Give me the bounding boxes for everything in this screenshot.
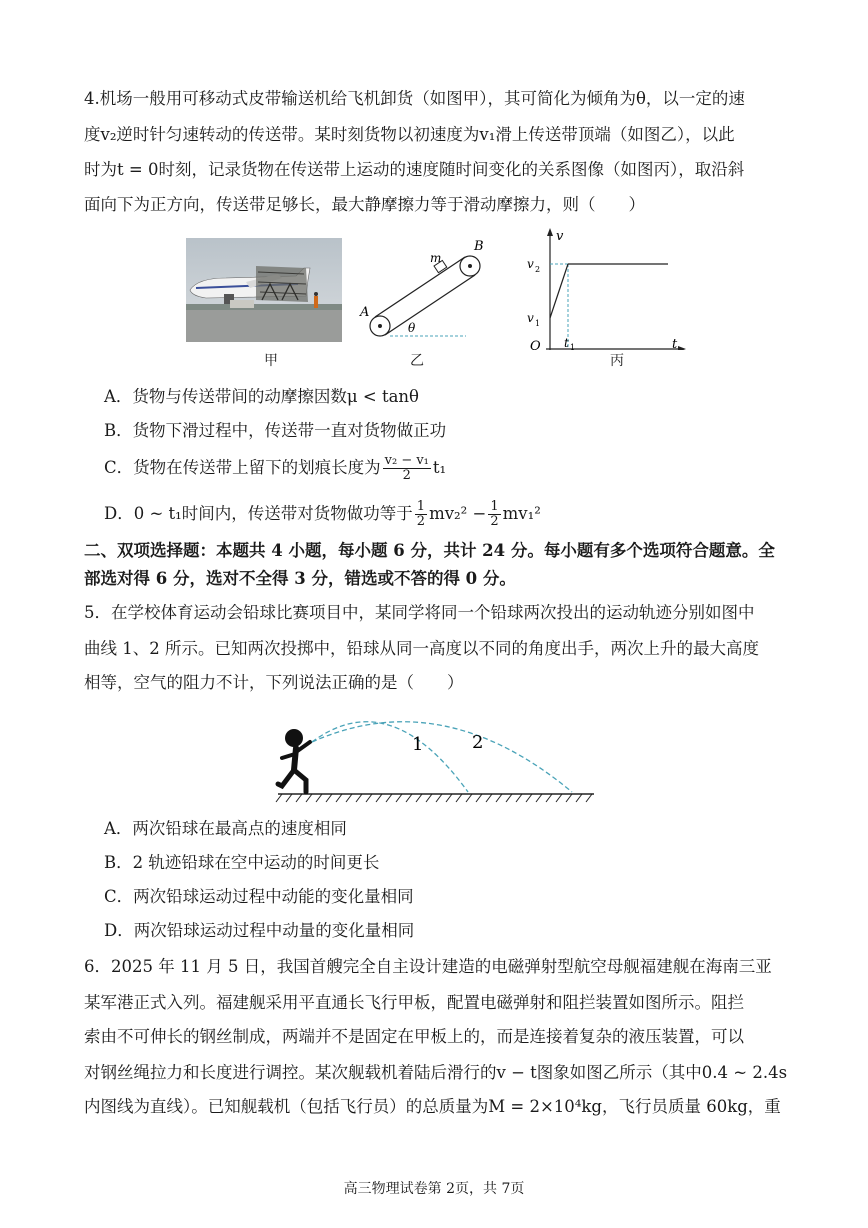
tick-v1-sub: 1 bbox=[535, 319, 541, 328]
page-footer: 高三物理试卷第 2页，共 7页 bbox=[343, 1181, 525, 1197]
conveyor-diagram bbox=[356, 236, 496, 348]
curve-label-2: 2 bbox=[472, 732, 484, 753]
label-theta: θ bbox=[408, 321, 416, 335]
tick-v2-sub: 2 bbox=[535, 265, 541, 274]
q4-option-d-fraction-2 bbox=[488, 500, 500, 529]
curve-label-1: 1 bbox=[412, 734, 424, 755]
q4-option-c-prefix: C．货物在传送带上留下的划痕长度为 bbox=[104, 458, 381, 477]
q4-option-c-num: v₂ − v₁ bbox=[384, 453, 429, 468]
q5-line-3: 相等，空气的阻力不计，下列说法正确的是（ ） bbox=[84, 673, 464, 692]
q5-line-2: 曲线 1、2 所示。已知两次投掷中，铅球从同一高度以不同的角度出手，两次上升的最大高度 bbox=[84, 639, 759, 658]
caption-bing: 丙 bbox=[610, 353, 624, 369]
velocity-time-graph bbox=[520, 226, 690, 350]
q5-line-1: 5．在学校体育运动会铅球比赛项目中，某同学将同一个铅球两次投出的运动轨迹分别如图中 bbox=[84, 603, 755, 622]
tick-v2: v bbox=[527, 257, 534, 271]
q4-option-c-fraction bbox=[383, 454, 431, 483]
q5-option-a: A．两次铅球在最高点的速度相同 bbox=[104, 819, 347, 838]
q4-option-d-den-2: 2 bbox=[490, 514, 499, 529]
q4-option-c bbox=[104, 454, 446, 483]
shot-put-trajectory-figure bbox=[272, 698, 602, 806]
q4-option-c-suffix: t₁ bbox=[432, 458, 447, 477]
q4-option-d bbox=[104, 500, 541, 529]
q6-line-2: 某军港正式入列。福建舰采用平直通长飞行甲板，配置电磁弹射和阻拦装置如图所示。阻拦 bbox=[84, 993, 744, 1012]
section2-line-2: 部选对得 6 分，选对不全得 3 分，错选或不答的得 0 分。 bbox=[84, 569, 516, 588]
tick-t1-sub: 1 bbox=[570, 343, 576, 350]
axis-label-v: v bbox=[556, 229, 564, 244]
q4-option-a: A．货物与传送带间的动摩擦因数μ < tanθ bbox=[104, 387, 419, 406]
section2-line-1: 二、双项选择题：本题共 4 小题，每小题 6 分，共计 24 分。每小题有多个选项符合题意。全 bbox=[84, 541, 775, 560]
origin-label: O bbox=[530, 339, 541, 350]
q6-line-4: 对钢丝绳拉力和长度进行调控。某次舰载机着陆后滑行的v − t图象如图乙所示（其中0.4 ~ 2.4s bbox=[84, 1063, 788, 1082]
tick-t1: t bbox=[564, 336, 569, 350]
caption-jia: 甲 bbox=[264, 353, 278, 369]
q4-option-d-num-1: 1 bbox=[416, 499, 426, 514]
q5-option-c: C．两次铅球运动过程中动能的变化量相同 bbox=[104, 887, 414, 906]
q4-option-d-den-1: 2 bbox=[416, 514, 426, 529]
q6-line-3: 索由不可伸长的钢丝制成，两端并不是固定在甲板上的，而是连接着复杂的液压装置，可以 bbox=[84, 1027, 744, 1046]
q4-line-1: 4.机场一般用可移动式皮带输送机给飞机卸货（如图甲），其可简化为倾角为θ，以一定的速 bbox=[84, 89, 745, 108]
q4-line-2: 度v₂逆时针匀速转动的传送带。某时刻货物以初速度为v₁滑上传送带顶端（如图乙），以此 bbox=[84, 125, 735, 144]
q4-line-4: 面向下为正方向，传送带足够长，最大静摩擦力等于滑动摩擦力，则（ ） bbox=[84, 195, 645, 214]
q4-option-c-den: 2 bbox=[402, 468, 411, 483]
label-m: m bbox=[430, 251, 442, 265]
label-A: A bbox=[360, 305, 370, 320]
airport-loader-photo bbox=[186, 238, 342, 342]
label-B: B bbox=[474, 239, 484, 254]
q4-option-d-fraction-1 bbox=[415, 500, 427, 529]
tick-v1: v bbox=[527, 311, 534, 325]
q4-option-d-num-2: 1 bbox=[490, 499, 499, 514]
caption-yi: 乙 bbox=[410, 353, 424, 369]
q4-option-d-end: mv₁² bbox=[502, 504, 541, 523]
axis-label-t: t bbox=[672, 337, 678, 350]
q6-line-1: 6．2025 年 11 月 5 日，我国首艘完全自主设计建造的电磁弹射型航空母舰福建舰在海南三亚 bbox=[84, 957, 772, 976]
q5-option-b: B．2 轨迹铅球在空中运动的时间更长 bbox=[104, 853, 380, 872]
q6-line-5: 内图线为直线）。已知舰载机（包括飞行员）的总质量为M = 2×10⁴kg，飞行员质量 60kg，重 bbox=[84, 1097, 781, 1116]
q4-line-3: 时为t = 0时刻，记录货物在传送带上运动的速度随时间变化的关系图像（如图丙），取沿斜 bbox=[84, 160, 745, 179]
q5-option-d: D．两次铅球运动过程中动量的变化量相同 bbox=[104, 921, 415, 940]
q4-option-d-mid: mv₂² − bbox=[429, 504, 487, 523]
q4-option-d-prefix: D．0 ~ t₁时间内，传送带对货物做功等于 bbox=[104, 504, 413, 523]
q4-option-b: B．货物下滑过程中，传送带一直对货物做正功 bbox=[104, 421, 447, 440]
